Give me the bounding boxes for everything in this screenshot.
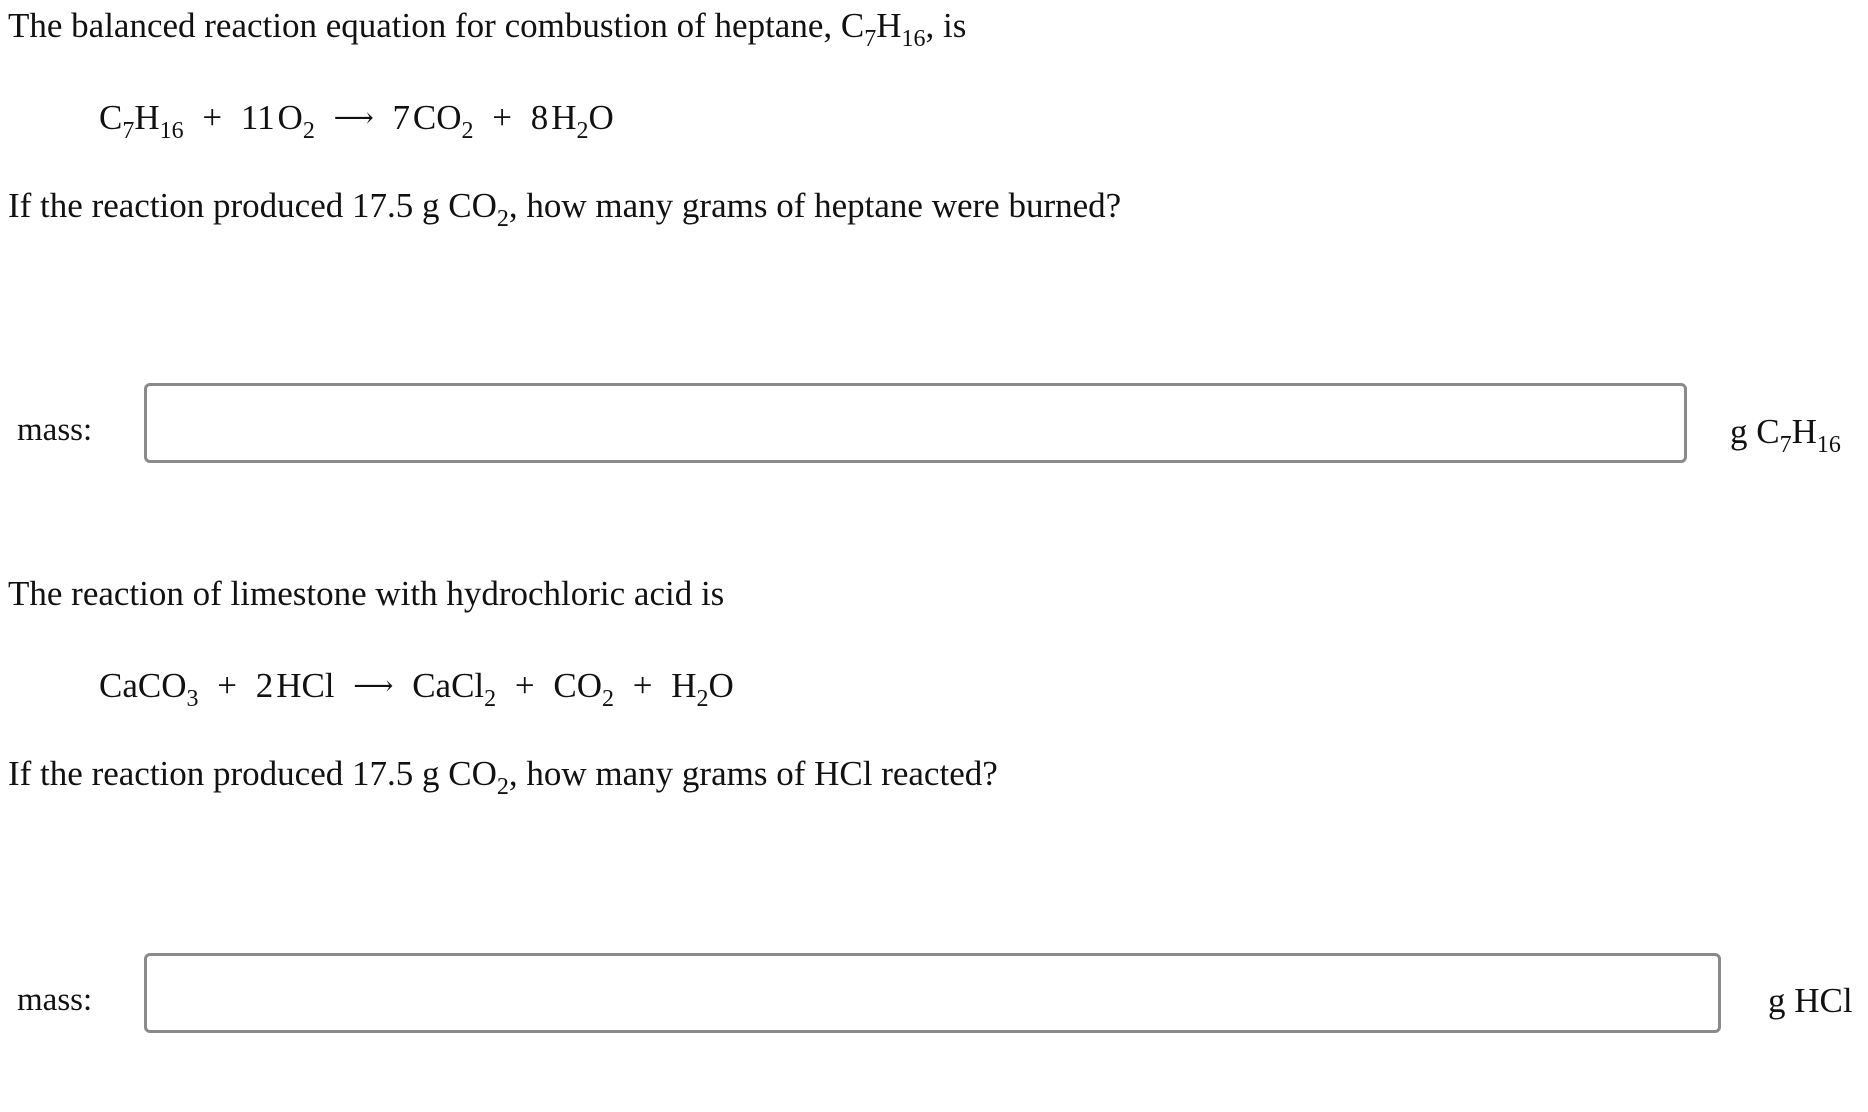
q1-pre: If the reaction produced 17.5 g [8,186,449,225]
eq1-r1-c-sub: 7 [122,118,135,144]
eq1-reactant2 [240,98,315,144]
heptane-formula [840,6,926,52]
problem1-intro [8,6,967,52]
formula-h: H [876,6,902,45]
eq1-product2 [530,98,614,144]
eq2-r1-caco: CaCO [99,666,187,705]
eq1-p1-co-sub: 2 [461,118,474,144]
eq2-r2-coef: 2 [255,666,274,705]
problem1-intro-tail: , is [925,6,967,45]
problem2-mass-label: mass: [17,982,93,1018]
unit1-g: g [1730,412,1748,451]
eq2-r1-caco-sub: 3 [186,686,199,712]
eq2-p3-h-sub: 2 [696,686,709,712]
eq1-r2-coef: 11 [240,98,275,137]
eq1-r2-o-sub: 2 [302,118,315,144]
eq2-product3 [671,666,734,712]
problem1-intro-text: The balanced reaction equation for combustion of heptane, [8,6,841,45]
eq2-p1-cacl-sub: 2 [484,686,497,712]
problem1-mass-input[interactable] [144,383,1687,463]
q1-co: CO [448,186,497,225]
formula-h-sub: 16 [901,26,926,52]
q1-co-sub: 2 [496,206,509,232]
eq1-r1-h: H [134,98,160,137]
unit1-h-sub: 16 [1816,432,1841,458]
eq1-r1-c: C [99,98,123,137]
eq1-arrow-icon: ⟶ [333,103,374,134]
q1-co2-formula [448,186,509,232]
q2-co: CO [448,754,497,793]
eq2-p1-cacl: CaCl [412,666,485,705]
unit1-c: C [1756,412,1780,451]
problem2-unit: g HCl [1768,981,1853,1020]
eq1-p2-h-sub: 2 [576,118,589,144]
eq1-p2-coef: 8 [530,98,549,137]
problem1-mass-label: mass: [17,412,93,448]
eq2-product1 [412,666,497,712]
eq1-p2-h: H [551,98,577,137]
formula-c-sub: 7 [864,26,877,52]
q2-co2-formula [448,754,509,800]
eq2-arrow-icon: ⟶ [353,671,394,702]
eq2-r2-hcl: HCl [276,666,335,705]
problem1-question [8,186,1122,232]
eq1-p1-co: CO [412,98,462,137]
q2-pre: If the reaction produced 17.5 g [8,754,449,793]
eq2-p2-co-sub: 2 [602,686,615,712]
problem2-mass-input[interactable] [144,953,1721,1033]
eq2-plus1: + [217,666,237,705]
unit1-h: H [1791,412,1817,451]
problem1-equation [99,98,614,144]
eq1-plus1: + [202,98,223,137]
eq1-p1-coef: 7 [392,98,410,137]
eq2-product2 [553,666,615,712]
eq2-p2-co: CO [553,666,603,705]
eq2-p3-h: H [671,666,697,705]
eq1-p2-o: O [588,98,614,137]
eq2-reactant1 [99,666,199,712]
eq1-r2-o: O [277,98,303,137]
problem2-question [8,754,998,800]
q2-co-sub: 2 [496,774,509,800]
eq2-plus3: + [632,666,653,705]
eq2-p3-o: O [708,666,734,705]
formula-c: C [840,6,865,45]
q2-post: , how many grams of HCl reacted? [508,754,998,793]
eq2-plus2: + [514,666,535,705]
q1-post: , how many grams of heptane were burned? [508,186,1122,225]
eq1-r1-h-sub: 16 [159,118,184,144]
problem1-unit [1730,412,1841,458]
eq2-reactant2 [256,666,335,705]
problem2-equation [99,666,734,712]
eq1-plus2: + [492,98,513,137]
eq1-reactant1 [99,98,184,144]
unit1-c-sub: 7 [1779,432,1792,458]
problem2-intro: The reaction of limestone with hydrochloric acid is [8,574,725,613]
eq1-product1 [392,98,474,144]
